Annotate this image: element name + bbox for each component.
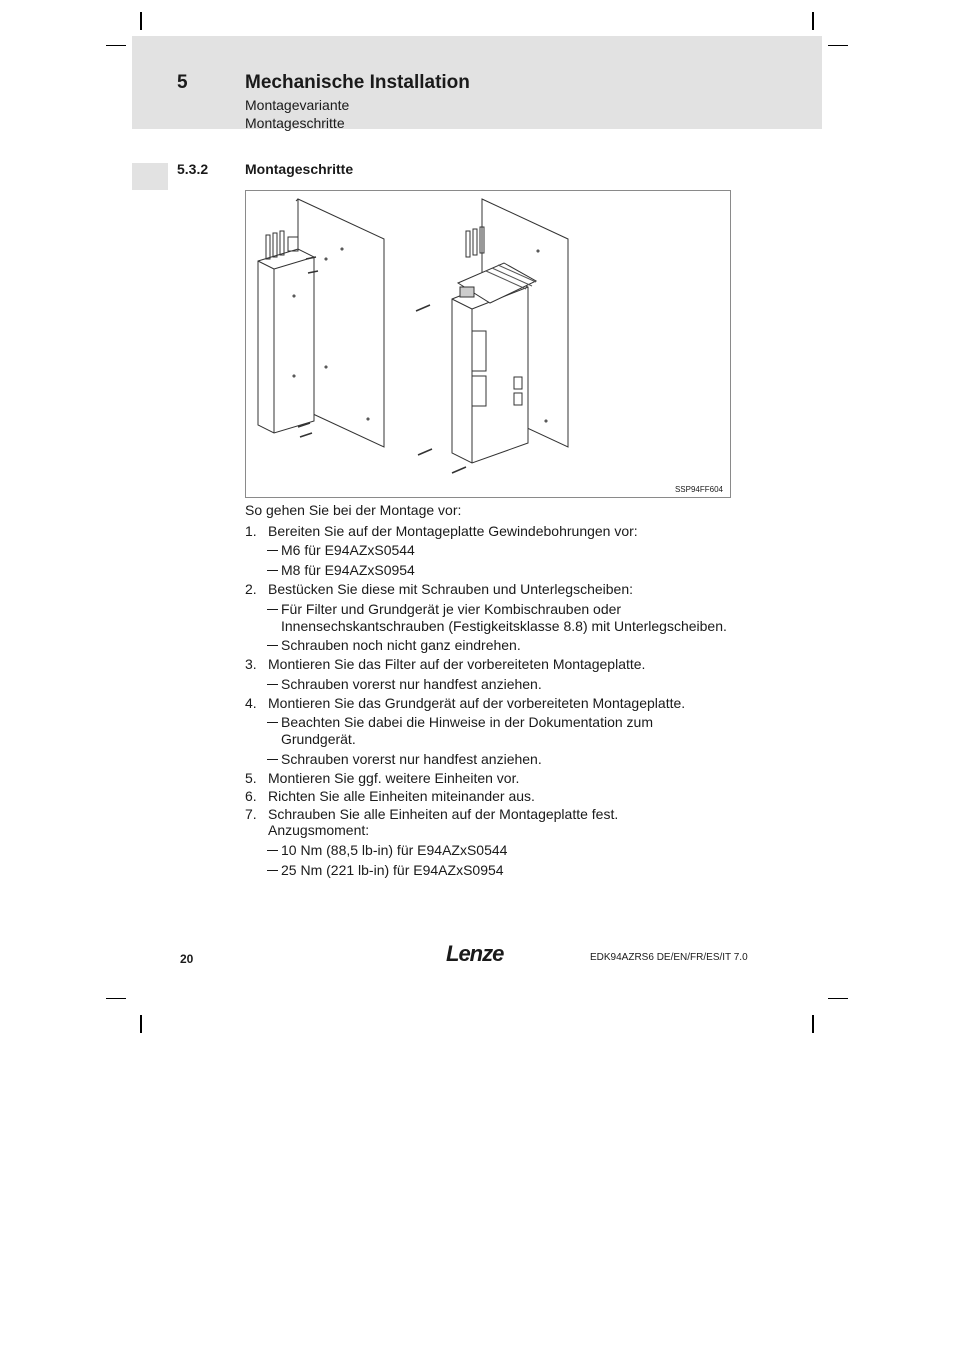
crop-mark — [812, 1015, 814, 1033]
step-number: 7. — [245, 806, 257, 822]
mounting-illustration — [246, 191, 730, 497]
sub-text: Grundgerät. — [281, 731, 356, 747]
step-number: 1. — [245, 523, 257, 539]
step-number: 3. — [245, 656, 257, 672]
sub-text: Für Filter und Grundgerät je vier Kombischrauben oder — [281, 601, 622, 617]
sub-text: M8 für E94AZxS0954 — [281, 562, 415, 578]
lenze-logo: Lenze — [446, 941, 504, 966]
step-text: Anzugsmoment: — [268, 822, 370, 838]
intro-text: So gehen Sie bei der Montage vor: — [245, 502, 462, 518]
step-number: 6. — [245, 788, 257, 804]
section-title: Montageschritte — [245, 161, 354, 177]
dash-bullet — [267, 684, 278, 685]
section-tab-marker — [132, 163, 168, 190]
crop-mark — [106, 998, 126, 999]
sub-text: 10 Nm (88,5 lb-in) für E94AZxS0544 — [281, 842, 508, 858]
sub-text: Schrauben noch nicht ganz eindrehen. — [281, 637, 521, 653]
figure-code: SSP94FF604 — [674, 485, 723, 494]
chapter-number: 5 — [177, 72, 188, 93]
step-text: Richten Sie alle Einheiten miteinander aus. — [268, 788, 535, 804]
sub-text: Schrauben vorerst nur handfest anziehen. — [281, 751, 542, 767]
page-number: 20 — [180, 952, 194, 966]
chapter-title: Mechanische Installation — [245, 72, 470, 93]
step-text: Montieren Sie das Filter auf der vorbereiteten Montageplatte. — [268, 656, 646, 672]
step-text: Schrauben Sie alle Einheiten auf der Montageplatte fest. — [268, 806, 619, 822]
step-text: Bereiten Sie auf der Montageplatte Gewindebohrungen vor: — [268, 523, 638, 539]
sub-text: 25 Nm (221 lb-in) für E94AZxS0954 — [281, 862, 504, 878]
crop-mark — [140, 1015, 142, 1033]
step-text: Bestücken Sie diese mit Schrauben und Unterlegscheiben: — [268, 581, 633, 597]
crop-mark — [828, 45, 848, 46]
dash-bullet — [267, 850, 278, 851]
sub-text: M6 für E94AZxS0544 — [281, 542, 415, 558]
dash-bullet — [267, 645, 278, 646]
step-number: 4. — [245, 695, 257, 711]
crop-mark — [828, 998, 848, 999]
crop-mark — [140, 12, 142, 30]
dash-bullet — [267, 759, 278, 760]
header-subtitle-1: Montagevariante — [245, 97, 350, 113]
crop-mark — [812, 12, 814, 30]
step-text: Montieren Sie das Grundgerät auf der vorbereiteten Montageplatte. — [268, 695, 686, 711]
header-subtitle-2: Montageschritte — [245, 115, 345, 131]
dash-bullet — [267, 870, 278, 871]
step-text: Montieren Sie ggf. weitere Einheiten vor. — [268, 770, 520, 786]
sub-text: Schrauben vorerst nur handfest anziehen. — [281, 676, 542, 692]
step-number: 5. — [245, 770, 257, 786]
section-number: 5.3.2 — [177, 161, 209, 177]
chapter-header-band — [132, 36, 822, 129]
document-code: EDK94AZRS6 DE/EN/FR/ES/IT 7.0 — [590, 952, 748, 963]
step-number: 2. — [245, 581, 257, 597]
crop-mark — [106, 45, 126, 46]
sub-text: Innensechskantschrauben (Festigkeitsklasse 8.8) mit Unterlegscheiben. — [281, 618, 727, 634]
sub-text: Beachten Sie dabei die Hinweise in der Dokumentation zum — [281, 714, 653, 730]
mounting-figure — [245, 190, 731, 498]
dash-bullet — [267, 609, 278, 610]
dash-bullet — [267, 570, 278, 571]
dash-bullet — [267, 722, 278, 723]
dash-bullet — [267, 550, 278, 551]
